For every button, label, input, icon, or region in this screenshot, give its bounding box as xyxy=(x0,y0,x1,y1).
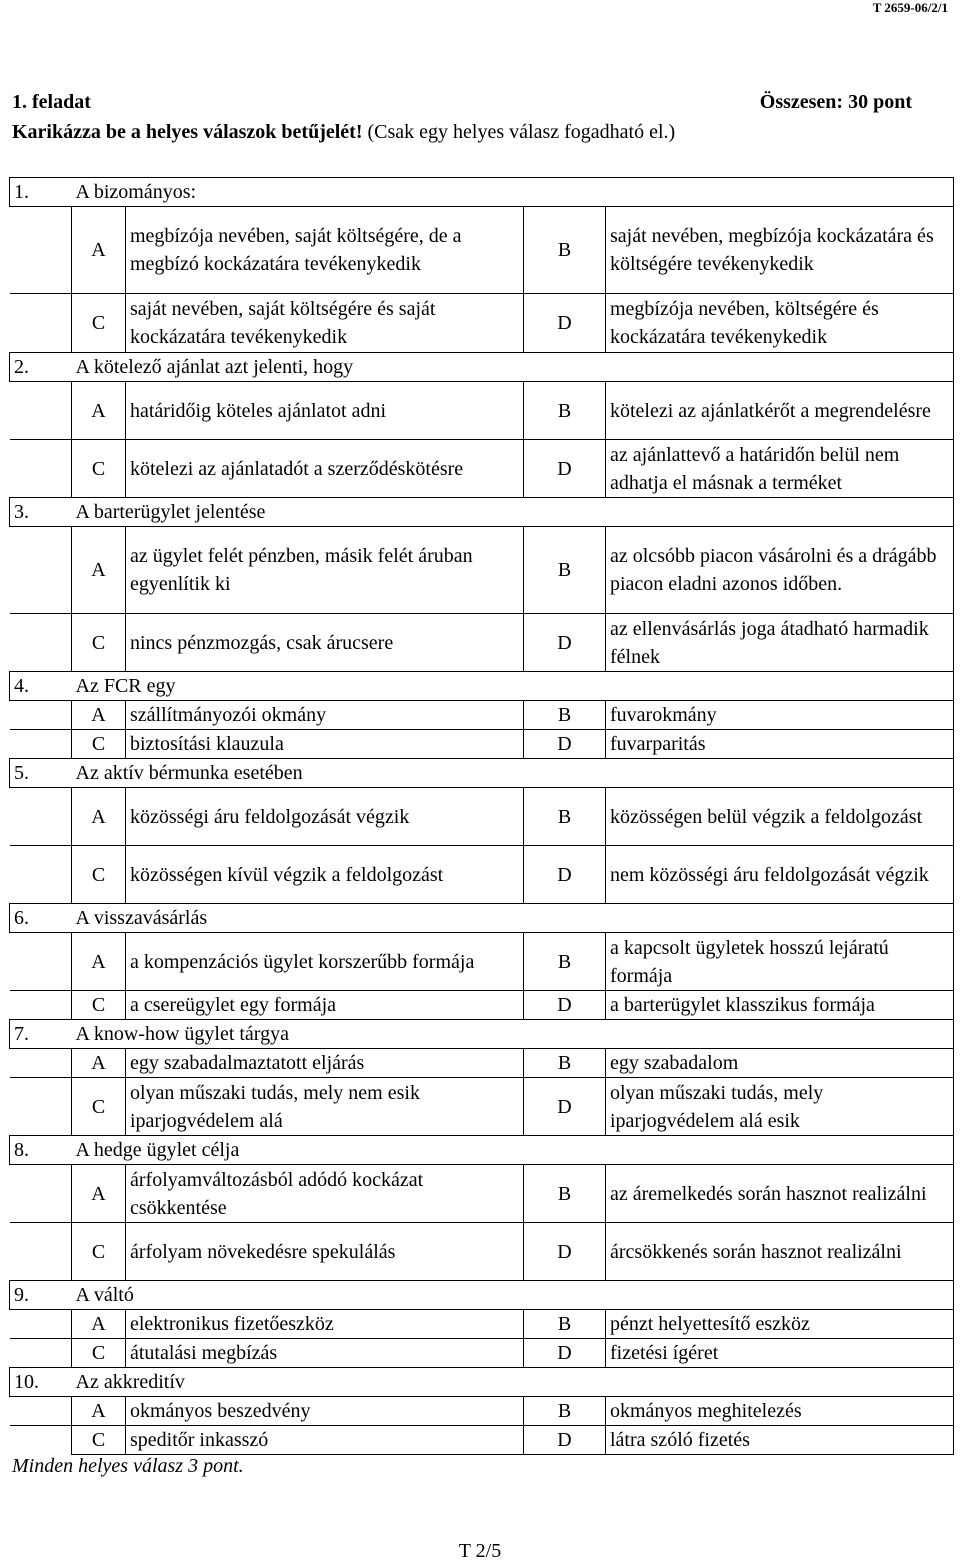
option-letter-d[interactable]: D xyxy=(524,440,606,498)
indent-cell xyxy=(10,788,72,846)
option-text-b: fuvarokmány xyxy=(606,701,954,730)
indent-cell xyxy=(10,1165,72,1223)
answer-row xyxy=(10,207,954,294)
option-text-c: olyan műszaki tudás, mely nem esik iparjogvédelem alá xyxy=(126,1078,524,1136)
option-letter-b[interactable]: B xyxy=(524,788,606,846)
question-text: A barterügylet jelentése xyxy=(72,498,954,527)
option-letter-a[interactable]: A xyxy=(72,207,126,294)
option-letter-b[interactable]: B xyxy=(524,933,606,991)
instruction-bold: Karikázza be a helyes válaszok betűjelét! xyxy=(12,121,363,143)
question-text: A visszavásárlás xyxy=(72,904,954,933)
option-letter-b[interactable]: B xyxy=(524,382,606,440)
indent-cell xyxy=(10,1223,72,1281)
option-text-c: árfolyam növekedésre spekulálás xyxy=(126,1223,524,1281)
option-text-a: az ügylet felét pénzben, másik felét áruban egyenlítik ki xyxy=(126,527,524,614)
indent-cell xyxy=(10,991,72,1020)
option-text-a: a kompenzációs ügylet korszerűbb formája xyxy=(126,933,524,991)
option-letter-a[interactable]: A xyxy=(72,1310,126,1339)
option-letter-d[interactable]: D xyxy=(524,1223,606,1281)
option-letter-a[interactable]: A xyxy=(72,527,126,614)
option-letter-a[interactable]: A xyxy=(72,1049,126,1078)
answer-row xyxy=(10,1078,954,1136)
question-number: 4. xyxy=(10,672,72,701)
indent-cell xyxy=(10,1426,72,1455)
question-text: A kötelező ajánlat azt jelenti, hogy xyxy=(72,353,954,382)
answer-row xyxy=(10,294,954,353)
indent-cell xyxy=(10,1339,72,1368)
option-text-c: közösségen kívül végzik a feldolgozást xyxy=(126,846,524,904)
scoring-note: Minden helyes válasz 3 pont. xyxy=(12,1455,244,1477)
option-letter-c[interactable]: C xyxy=(72,730,126,759)
answer-row xyxy=(10,1049,954,1078)
indent-cell xyxy=(10,294,72,353)
option-text-d: a barterügylet klasszikus formája xyxy=(606,991,954,1020)
option-letter-d[interactable]: D xyxy=(524,1339,606,1368)
option-text-c: átutalási megbízás xyxy=(126,1339,524,1368)
option-letter-a[interactable]: A xyxy=(72,701,126,730)
question-text: A hedge ügylet célja xyxy=(72,1136,954,1165)
indent-cell xyxy=(10,933,72,991)
question-row xyxy=(10,1281,954,1310)
indent-cell xyxy=(10,440,72,498)
option-text-c: kötelezi az ajánlatadót a szerződéskötésre xyxy=(126,440,524,498)
question-text: Az FCR egy xyxy=(72,672,954,701)
indent-cell xyxy=(10,1049,72,1078)
option-text-a: határidőig köteles ajánlatot adni xyxy=(126,382,524,440)
answer-row xyxy=(10,1339,954,1368)
option-letter-c[interactable]: C xyxy=(72,846,126,904)
indent-cell xyxy=(10,730,72,759)
task-total: Összesen: 30 pont xyxy=(759,91,912,113)
option-text-b: saját nevében, megbízója kockázatára és költségére tevékenykedik xyxy=(606,207,954,294)
option-text-d: megbízója nevében, költségére és kockázatára tevékenykedik xyxy=(606,294,954,353)
option-text-a: szállítmányozói okmány xyxy=(126,701,524,730)
question-text: A váltó xyxy=(72,1281,954,1310)
option-text-d: fuvarparitás xyxy=(606,730,954,759)
answer-row xyxy=(10,846,954,904)
option-text-d: nem közösségi áru feldolgozását végzik xyxy=(606,846,954,904)
question-row xyxy=(10,1368,954,1397)
option-letter-c[interactable]: C xyxy=(72,991,126,1020)
question-text: Az akkreditív xyxy=(72,1368,954,1397)
question-number: 8. xyxy=(10,1136,72,1165)
option-text-b: közösségen belül végzik a feldolgozást xyxy=(606,788,954,846)
indent-cell xyxy=(10,1078,72,1136)
question-row xyxy=(10,904,954,933)
question-number: 5. xyxy=(10,759,72,788)
option-text-c: nincs pénzmozgás, csak árucsere xyxy=(126,614,524,672)
option-letter-c[interactable]: C xyxy=(72,1078,126,1136)
answer-row xyxy=(10,1165,954,1223)
option-text-c: biztosítási klauzula xyxy=(126,730,524,759)
question-number: 1. xyxy=(10,178,72,207)
option-text-a: árfolyamváltozásból adódó kockázat csökkentése xyxy=(126,1165,524,1223)
option-letter-a[interactable]: A xyxy=(72,1397,126,1426)
question-number: 10. xyxy=(10,1368,72,1397)
question-number: 9. xyxy=(10,1281,72,1310)
answer-row xyxy=(10,1426,954,1455)
option-text-c: saját nevében, saját költségére és saját kockázatára tevékenykedik xyxy=(126,294,524,353)
option-letter-b[interactable]: B xyxy=(524,1310,606,1339)
option-letter-a[interactable]: A xyxy=(72,382,126,440)
option-letter-d[interactable]: D xyxy=(524,730,606,759)
option-text-d: olyan műszaki tudás, mely iparjogvédelem alá esik xyxy=(606,1078,954,1136)
option-text-b: kötelezi az ajánlatkérőt a megrendelésre xyxy=(606,382,954,440)
option-letter-b[interactable]: B xyxy=(524,207,606,294)
answer-row xyxy=(10,933,954,991)
option-letter-d[interactable]: D xyxy=(524,1426,606,1455)
option-letter-b[interactable]: B xyxy=(524,701,606,730)
option-letter-d[interactable]: D xyxy=(524,991,606,1020)
option-letter-a[interactable]: A xyxy=(72,788,126,846)
option-letter-b[interactable]: B xyxy=(524,1397,606,1426)
option-letter-c[interactable]: C xyxy=(72,294,126,353)
answer-row xyxy=(10,1397,954,1426)
option-text-a: egy szabadalmaztatott eljárás xyxy=(126,1049,524,1078)
question-row xyxy=(10,1020,954,1049)
option-letter-a[interactable]: A xyxy=(72,1165,126,1223)
question-text: A bizományos: xyxy=(72,178,954,207)
question-row xyxy=(10,178,954,207)
instruction-normal: (Csak egy helyes válasz fogadható el.) xyxy=(362,121,676,143)
task-instruction xyxy=(12,121,912,149)
answer-row xyxy=(10,701,954,730)
option-text-b: okmányos meghitelezés xyxy=(606,1397,954,1426)
answer-row xyxy=(10,614,954,672)
option-letter-b[interactable]: B xyxy=(524,1165,606,1223)
option-letter-d[interactable]: D xyxy=(524,614,606,672)
indent-cell xyxy=(10,701,72,730)
option-letter-c[interactable]: C xyxy=(72,1426,126,1455)
question-number: 2. xyxy=(10,353,72,382)
option-letter-b[interactable]: B xyxy=(524,527,606,614)
option-text-d: látra szóló fizetés xyxy=(606,1426,954,1455)
option-text-c: speditőr inkasszó xyxy=(126,1426,524,1455)
questions-table xyxy=(9,177,954,1455)
option-text-b: egy szabadalom xyxy=(606,1049,954,1078)
indent-cell xyxy=(10,614,72,672)
question-text: Az aktív bérmunka esetében xyxy=(72,759,954,788)
option-text-d: az ajánlattevő a határidőn belül nem adhatja el másnak a terméket xyxy=(606,440,954,498)
question-row xyxy=(10,353,954,382)
answer-row xyxy=(10,382,954,440)
option-letter-a[interactable]: A xyxy=(72,933,126,991)
answer-row xyxy=(10,788,954,846)
option-letter-c[interactable]: C xyxy=(72,1339,126,1368)
option-text-d: árcsökkenés során hasznot realizálni xyxy=(606,1223,954,1281)
option-text-a: elektronikus fizetőeszköz xyxy=(126,1310,524,1339)
question-text: A know-how ügylet tárgya xyxy=(72,1020,954,1049)
task-header xyxy=(12,91,912,149)
task-title: 1. feladat xyxy=(12,91,91,113)
question-row xyxy=(10,498,954,527)
answer-row xyxy=(10,1223,954,1281)
indent-cell xyxy=(10,207,72,294)
question-row xyxy=(10,672,954,701)
answer-row xyxy=(10,730,954,759)
indent-cell xyxy=(10,1397,72,1426)
question-row xyxy=(10,1136,954,1165)
indent-cell xyxy=(10,1310,72,1339)
answer-row xyxy=(10,527,954,614)
document-code: T 2659-06/2/1 xyxy=(872,0,948,15)
option-text-b: az olcsóbb piacon vásárolni és a drágább piacon eladni azonos időben. xyxy=(606,527,954,614)
option-text-b: az áremelkedés során hasznot realizálni xyxy=(606,1165,954,1223)
question-row xyxy=(10,759,954,788)
answer-row xyxy=(10,440,954,498)
option-letter-d[interactable]: D xyxy=(524,294,606,353)
indent-cell xyxy=(10,527,72,614)
page-number: T 2/5 xyxy=(458,1540,502,1562)
option-letter-c[interactable]: C xyxy=(72,614,126,672)
option-text-b: a kapcsolt ügyletek hosszú lejáratú formája xyxy=(606,933,954,991)
option-text-a: okmányos beszedvény xyxy=(126,1397,524,1426)
option-text-c: a csereügylet egy formája xyxy=(126,991,524,1020)
option-letter-b[interactable]: B xyxy=(524,1049,606,1078)
answer-row xyxy=(10,1310,954,1339)
question-number: 6. xyxy=(10,904,72,933)
option-text-a: közösségi áru feldolgozását végzik xyxy=(126,788,524,846)
answer-row xyxy=(10,991,954,1020)
option-letter-d[interactable]: D xyxy=(524,846,606,904)
indent-cell xyxy=(10,382,72,440)
option-text-b: pénzt helyettesítő eszköz xyxy=(606,1310,954,1339)
indent-cell xyxy=(10,846,72,904)
question-number: 3. xyxy=(10,498,72,527)
option-text-d: az ellenvásárlás joga átadható harmadik félnek xyxy=(606,614,954,672)
option-letter-c[interactable]: C xyxy=(72,1223,126,1281)
option-letter-c[interactable]: C xyxy=(72,440,126,498)
question-number: 7. xyxy=(10,1020,72,1049)
option-letter-d[interactable]: D xyxy=(524,1078,606,1136)
option-text-a: megbízója nevében, saját költségére, de a megbízó kockázatára tevékenykedik xyxy=(126,207,524,294)
option-text-d: fizetési ígéret xyxy=(606,1339,954,1368)
